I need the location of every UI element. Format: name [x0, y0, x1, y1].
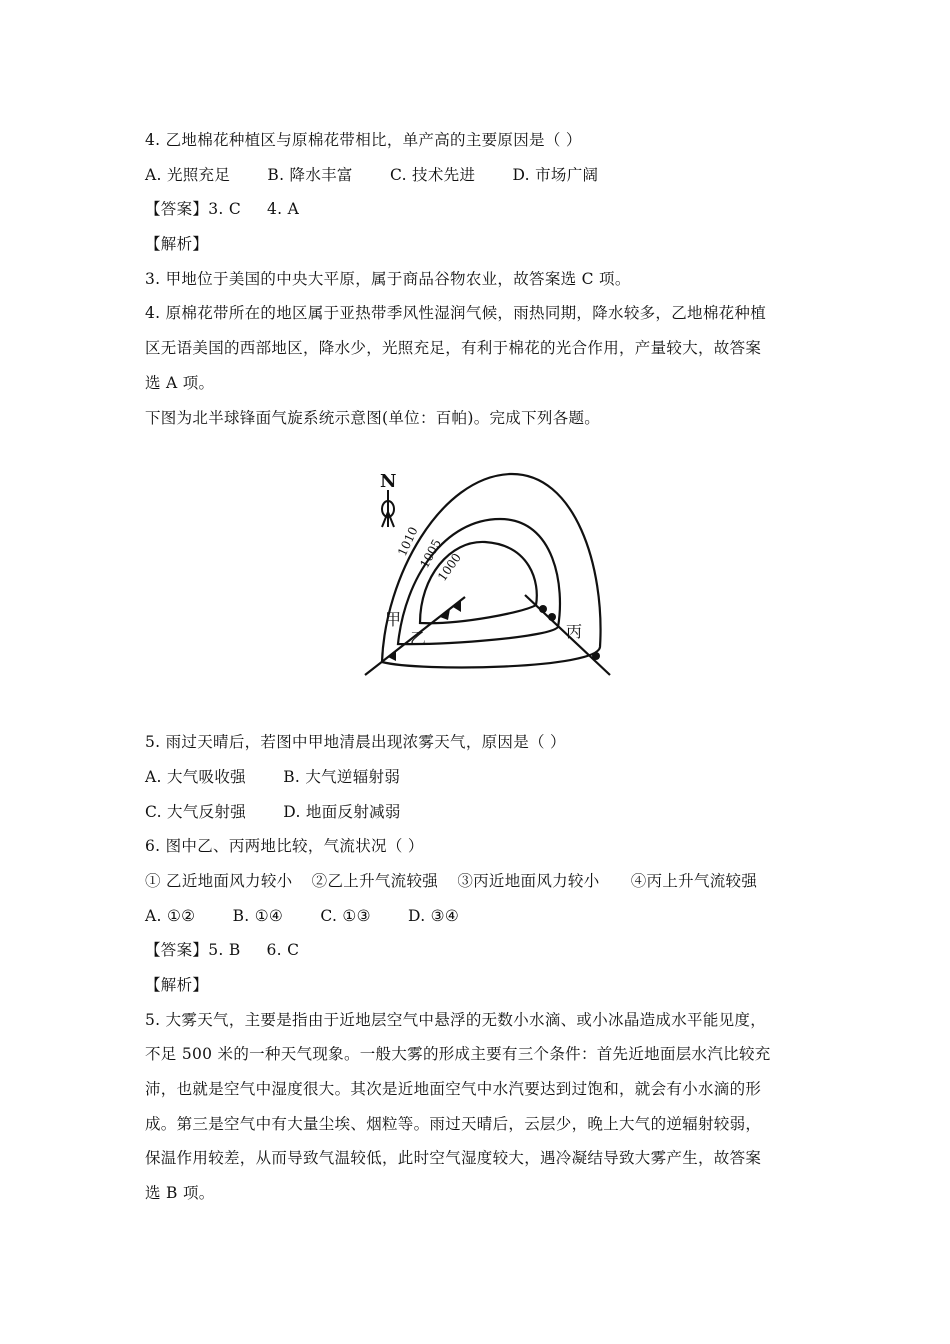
answer-5: 5. B [208, 941, 241, 960]
question-6-stem: 6. 图中乙、丙两地比较，气流状况（ ） [145, 837, 424, 856]
option-a: A. 光照充足 [145, 165, 231, 184]
answer-6: 6. C [266, 941, 300, 960]
answer-4: 4. A [266, 200, 300, 219]
place-yi: 乙 [410, 629, 427, 649]
option-a: A. ①② [145, 906, 196, 925]
analysis-line: 选 B 项。 [145, 1184, 215, 1203]
question-4-options [145, 158, 810, 193]
analysis-line: 沛，也就是空气中湿度很大。其次是近地面空气中水汽要达到过饱和，就会有小水滴的形 [145, 1080, 762, 1099]
option-d: D. 市场广阔 [512, 165, 599, 184]
north-label: N [380, 471, 397, 493]
figure-intro: 下图为北半球锋面气旋系统示意图(单位：百帕)。完成下列各题。 [145, 408, 601, 427]
analysis-label: 【解析】 [145, 976, 209, 994]
question-5-stem: 5. 雨过天晴后，若图中甲地清晨出现浓雾天气，原因是（ ） [145, 733, 566, 752]
statement-3: ③丙近地面风力较小 [457, 871, 600, 890]
north-arrow-icon [382, 490, 394, 527]
isobar-label-1000: 1000 [434, 550, 464, 584]
statement-2: ②乙上升气流较强 [311, 871, 439, 890]
answer-block-2 [145, 933, 810, 968]
option-b: B. ①④ [232, 906, 284, 925]
option-d: D. ③④ [408, 906, 460, 925]
analysis-line: 区无语美国的西部地区，降水少，光照充足，有利于棉花的光合作用，产量较大，故答案 [145, 339, 762, 358]
place-jia: 甲 [385, 610, 402, 630]
analysis-line: 选 A 项。 [145, 373, 215, 392]
isobar-label-1010: 1010 [395, 524, 421, 559]
answer-label: 【答案】 [145, 200, 209, 219]
option-c: C. ①③ [320, 906, 371, 925]
analysis-line: 保温作用较差，从而导致气温较低，此时空气湿度较大，遇冷凝结导致大雾产生，故答案 [145, 1149, 762, 1168]
question-5-options-row1 [145, 760, 810, 795]
analysis-line: 成。第三是空气中有大量尘埃、烟粒等。雨过天晴后，云层少，晚上大气的逆辐射较弱， [145, 1114, 762, 1133]
answer-block-1 [145, 192, 810, 227]
statement-4: ④丙上升气流较强 [630, 871, 758, 890]
place-bing: 丙 [566, 622, 583, 642]
question-4-stem: 4. 乙地棉花种植区与原棉花带相比，单产高的主要原因是（ ） [145, 131, 582, 149]
option-b: B. 大气逆辐射弱 [283, 767, 401, 786]
analysis-line: 5. 大雾天气，主要是指由于近地层空气中悬浮的无数小水滴、或小冰晶造成水平能见度， [145, 1010, 767, 1029]
analysis-label: 【解析】 [145, 235, 209, 254]
question-6-options [145, 899, 810, 934]
option-b: B. 降水丰富 [267, 165, 353, 184]
option-d: D. 地面反射减弱 [283, 802, 401, 821]
answer-3: 3. C [208, 200, 241, 219]
question-6-statements [145, 864, 810, 899]
question-5-options-row2 [145, 795, 810, 830]
option-c: C. 大气反射强 [145, 802, 247, 821]
analysis-line: 3. 甲地位于美国的中央大平原，属于商品谷物农业，故答案选 C 项。 [145, 269, 631, 288]
isobar-label-1005: 1005 [417, 537, 444, 571]
statement-1: ① 乙近地面风力较小 [145, 871, 293, 890]
option-a: A. 大气吸收强 [145, 767, 246, 786]
analysis-line: 4. 原棉花带所在的地区属于亚热带季风性湿润气候，雨热同期，降水较多，乙地棉花种植 [145, 304, 767, 323]
frontal-cyclone-figure [145, 435, 810, 725]
analysis-line: 不足 500 米的一种天气现象。一般大雾的形成主要有三个条件：首先近地面层水汽比较充 [145, 1045, 771, 1064]
option-c: C. 技术先进 [389, 165, 476, 184]
document-page [145, 123, 810, 1211]
answer-label: 【答案】 [145, 941, 209, 960]
